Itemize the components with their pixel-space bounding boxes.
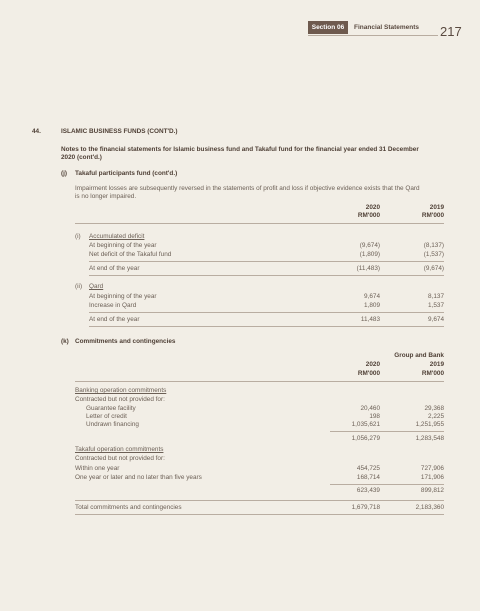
row-divider — [89, 326, 444, 327]
k-col2-year: 2019 — [429, 361, 444, 368]
page-number: 217 — [440, 24, 462, 39]
k-group-header: Group and Bank — [394, 352, 444, 359]
j-col1-year: 2020 — [365, 204, 380, 211]
section-j-para-line1: Impairment losses are subsequently reversed in the statements of profit and loss if objective evidence exists that the Qard — [75, 185, 420, 192]
row-value-2019: 29,368 — [424, 405, 444, 412]
row-label: Guarantee facility — [86, 405, 136, 412]
row-divider — [89, 312, 444, 313]
sub-i-title: Accumulated deficit — [89, 233, 145, 240]
row-label: At beginning of the year — [89, 293, 157, 300]
header-divider — [308, 35, 438, 36]
section-tag: Section 06 — [308, 21, 348, 34]
row-value-2019: 727,906 — [420, 465, 444, 472]
sub-i-label: (i) — [75, 233, 81, 240]
row-value-2020: 623,439 — [356, 487, 380, 494]
row-divider — [89, 261, 444, 262]
row-value-2020: 168,714 — [356, 474, 380, 481]
note-subtitle-line1: Notes to the financial statements for Islamic business fund and Takaful fund for the financial year ended 31 December — [61, 146, 419, 153]
row-label: At end of the year — [89, 316, 140, 323]
takaful-title: Takaful operation commitments — [75, 446, 164, 453]
section-title: Financial Statements — [354, 24, 420, 31]
row-value-2019: 9,674 — [428, 316, 444, 323]
section-j-title: Takaful participants fund (cont'd.) — [75, 170, 178, 177]
row-value-2019: 1,251,955 — [415, 421, 444, 428]
j-col1-unit: RM'000 — [357, 212, 380, 219]
k-col2-unit: RM'000 — [421, 370, 444, 377]
row-value-2019: 171,906 — [420, 474, 444, 481]
j-col2-unit: RM'000 — [421, 212, 444, 219]
section-k-label: (k) — [61, 338, 69, 345]
row-label: At end of the year — [89, 265, 140, 272]
row-value-2020: 1,809 — [364, 302, 380, 309]
k-col1-unit: RM'000 — [357, 370, 380, 377]
j-header-rule — [75, 223, 444, 224]
sub-ii-title: Qard — [89, 283, 104, 290]
row-value-2020: 454,725 — [356, 465, 380, 472]
k-header-rule — [75, 381, 444, 382]
row-value-2020: (11,483) — [356, 265, 380, 272]
row-label: At beginning of the year — [89, 242, 157, 249]
row-value-2020: 20,460 — [360, 405, 380, 412]
total-rule-bottom — [75, 514, 444, 515]
banking-subtitle: Contracted but not provided for: — [75, 396, 165, 403]
row-label: Letter of credit — [86, 413, 127, 420]
row-label: Increase in Qard — [89, 302, 137, 309]
row-divider — [89, 275, 444, 276]
row-value-2019: 8,137 — [428, 293, 444, 300]
total-rule-top — [75, 500, 444, 501]
row-label: Net deficit of the Takaful fund — [89, 251, 172, 258]
row-value-2020: (1,809) — [359, 251, 380, 258]
row-label: Within one year — [75, 465, 120, 472]
row-value-2020: 11,483 — [360, 316, 380, 323]
row-value-2020: (9,674) — [359, 242, 380, 249]
section-k-title: Commitments and contingencies — [75, 338, 176, 345]
row-value-2020: 198 — [369, 413, 380, 420]
row-value-2019: 1,283,548 — [415, 435, 444, 442]
j-col2-year: 2019 — [429, 204, 444, 211]
row-value-2019: (8,137) — [423, 242, 444, 249]
row-value-2019: (9,674) — [423, 265, 444, 272]
row-value-2020: 9,674 — [364, 293, 380, 300]
row-value-2020: 1,679,718 — [351, 504, 380, 511]
note-title: ISLAMIC BUSINESS FUNDS (CONT'D.) — [61, 128, 178, 135]
row-value-2020: 1,035,621 — [351, 421, 380, 428]
k-col1-year: 2020 — [365, 361, 380, 368]
row-value-2020: 1,056,279 — [351, 435, 380, 442]
takaful-subtitle: Contracted but not provided for: — [75, 455, 165, 462]
section-j-para-line2: is no longer impaired. — [75, 193, 137, 200]
note-number: 44. — [32, 128, 41, 135]
subtotal-rule — [330, 431, 444, 432]
row-value-2019: 899,812 — [420, 487, 444, 494]
row-label: Total commitments and contingencies — [75, 504, 182, 511]
note-subtitle-line2: 2020 (cont'd.) — [61, 154, 102, 161]
row-value-2019: (1,537) — [423, 251, 444, 258]
row-value-2019: 2,225 — [428, 413, 444, 420]
row-value-2019: 2,183,360 — [415, 504, 444, 511]
subtotal-rule — [330, 484, 444, 485]
row-label: Undrawn financing — [86, 421, 139, 428]
row-label: One year or later and no later than five years — [75, 474, 202, 481]
sub-ii-label: (ii) — [75, 283, 83, 290]
section-j-label: (j) — [61, 170, 68, 177]
row-value-2019: 1,537 — [428, 302, 444, 309]
banking-title: Banking operation commitments — [75, 387, 167, 394]
